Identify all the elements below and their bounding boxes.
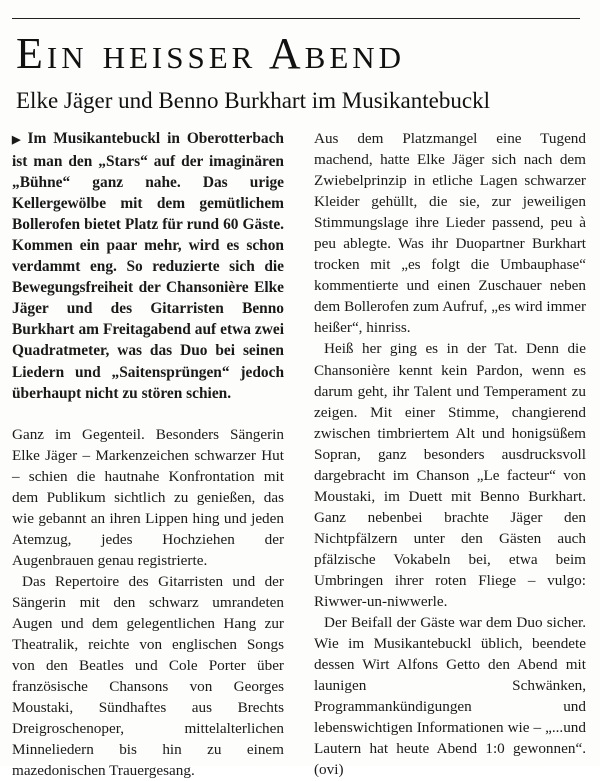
body-paragraph: Das Repertoire des Gitarristen und der Sängerin mit den schwarz umrandeten Augen und dem gelegentlichen Hang zur Theatralik, reichte von englischen Songs von den Beatles und Cole Porter über französische Chansons von Georges Moustaki, Sündhaftes aus Brechts Dreigroschenoper, mittelalterlichen Minneliedern bis hin zu einem mazedonischen Trauergesang. <box>12 572 284 780</box>
body-paragraph: Aus dem Platzmangel eine Tugend machend, hatte Elke Jäger sich nach dem Zwiebelprinzip in etliche Lagen schwarzer Kleider gehüllt, die sie, zur jeweiligen Stimmungslage ihre Lieder passend, peu à peu ablegte. Was ihr Duopartner Burkhart trocken mit „es folgt die Umbauphase“ kommentierte und einen Zuschauer neben dem Bollerofen zum Aufruf, „es wird immer heißer“, hinriss. <box>314 130 586 337</box>
lead-paragraph <box>12 128 284 404</box>
right-column <box>314 128 586 780</box>
article-subtitle: Elke Jäger und Benno Burkhart im Musikantebuckl <box>16 88 490 113</box>
body-paragraph: Der Beifall der Gäste war dem Duo sicher. Wie im Musikantebuckl üblich, beendete dessen Wirt Alfons Getto den Abend mit launigen Schwänken, Programmankündigungen und lebenswichtigen Informationen wie – „...und Lautern hat heute Abend 1:0 gewonnen“. (ovi) <box>314 614 586 779</box>
body-paragraph: Heiß her ging es in der Tat. Denn die Chansonière kennt kein Pardon, wenn es darum geht, ihr Talent und Temperament zu zeigen. Mit einer Stimme, changierend zwischen timbriertem Alt und honigsüßem Sopran, ganz besonders ausdrucksvoll dargebracht im Chanson „Le facteur“ von Moustaki, im Duett mit Benno Burkhart. Ganz nebenbei brachte Jäger den Nichtpfälzern unter den Gästen auch pfälzische Vokabeln bei, etwa beim Umbringen ihrer roten Fliege – vulgo: Riwwer-un-niwwerle. <box>314 340 586 611</box>
lead-arrow-icon: ▶ <box>12 134 24 146</box>
top-rule <box>12 18 580 19</box>
body-paragraph: Ganz im Gegenteil. Besonders Sängerin Elke Jäger – Markenzeichen schwarzer Hut – schien die hautnahe Konfrontation mit dem Publikum sichtlich zu genießen, das wie gebannt an ihren Lippen hing und jeden Atemzug, jedes Hochziehen der Augenbrauen genau registrierte. <box>12 425 284 569</box>
article-title: Ein heisser Abend <box>16 29 406 78</box>
left-column <box>12 128 284 781</box>
paragraph-gap <box>12 404 284 424</box>
lead-text: Im Musikantebuckl in Oberotterbach ist man den „Stars“ auf der imaginären „Bühne“ ganz nahe. Das urige Kellergewölbe mit dem gemütlichem Bollerofen bietet Platz für rund 60 Gäste. Kommen ein paar mehr, wird es schon verdammt eng. So reduzierte sich die Bewegungsfreiheit der Chansonière Elke Jäger und des Gitarristen Benno Burkhart am Freitagabend auf etwa zwei Quadratmeter, was das Duo bei seinen Liedern und „Saitensprüngen“ jedoch überhaupt nicht zu stören schien. <box>12 130 284 402</box>
